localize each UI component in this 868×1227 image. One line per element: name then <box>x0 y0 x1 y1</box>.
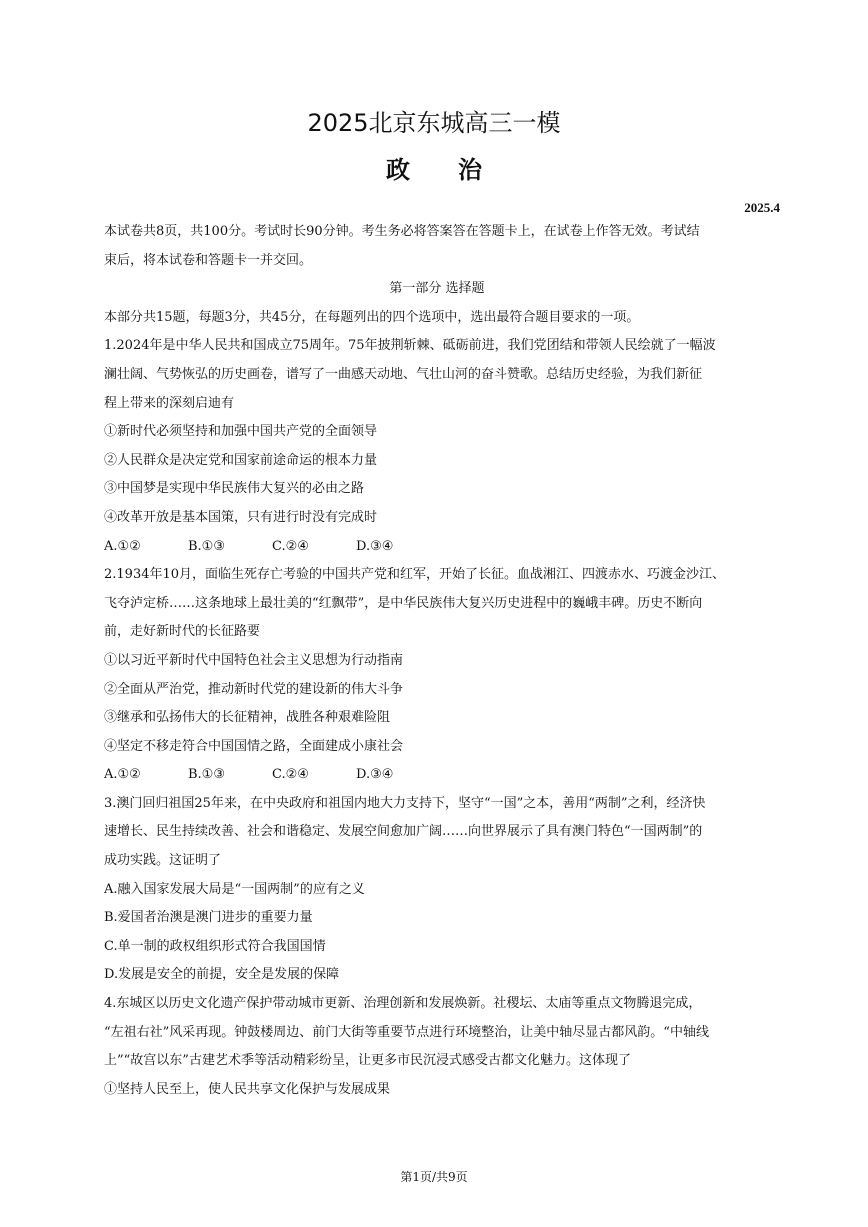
exam-title: 2025北京东城高三一模 <box>307 109 561 137</box>
q1-options <box>104 533 770 562</box>
q1-option-c: C.②④ <box>272 538 309 554</box>
intro-line: 本试卷共8页，共100分。考试时长90分钟。考生务必将答案答在答题卡上，在试卷上作答无效。考试结 <box>104 224 700 239</box>
q2-stem-line: 前，走好新时代的长征路要 <box>104 624 261 640</box>
q3-option-d: D.发展是安全的前提，安全是发展的保障 <box>104 967 340 983</box>
subject-title: 政 治 <box>386 156 482 184</box>
q2-item: ①以习近平新时代中国特色社会主义思想为行动指南 <box>104 652 404 668</box>
q1-option-a: A.①② <box>104 538 141 554</box>
part1-instruction: 本部分共15题，每题3分，共45分，在每题列出的四个选项中，选出最符合题目要求的一项。 <box>104 309 640 325</box>
q1-item: ④改革开放是基本国策，只有进行时没有完成时 <box>104 509 378 525</box>
page-footer: 第1页/共9页 <box>400 1170 468 1184</box>
exam-date: 2025.4 <box>744 200 780 215</box>
q2-option-d: D.③④ <box>356 767 394 783</box>
q2-options <box>104 761 770 790</box>
q2-item: ④坚定不移走符合中国国情之路，全面建成小康社会 <box>104 738 404 754</box>
q2-option-a: A.①② <box>104 767 141 783</box>
q1-item: ①新时代必须坚持和加强中国共产党的全面领导 <box>104 424 378 440</box>
q1-stem-line: 1.2024年是中华人民共和国成立75周年。75年披荆斩棘、砥砺前进，我们党团结和带领人民绘就了一幅波 <box>104 338 716 354</box>
q4-stem-line: 4.东城区以历史文化遗产保护带动城市更新、治理创新和发展焕新。社稷坛、太庙等重点文物腾退完成， <box>104 996 702 1012</box>
q2-option-c: C.②④ <box>272 767 309 783</box>
q4-item: ①坚持人民至上，使人民共享文化保护与发展成果 <box>104 1081 391 1097</box>
q1-item: ②人民群众是决定党和国家前途命运的根本力量 <box>104 452 378 468</box>
q1-stem-line: 澜壮阔、气势恢弘的历史画卷，谱写了一曲感天动地、气壮山河的奋斗赞歌。总结历史经验，为我们新征 <box>104 366 703 382</box>
exam-body <box>104 218 770 1104</box>
intro-line: 束后，将本试卷和答题卡一并交回。 <box>104 252 313 268</box>
q2-stem-line: 2.1934年10月，面临生死存亡考验的中国共产党和红军，开始了长征。血战湘江、四渡赤水、巧渡金沙江、 <box>104 567 726 583</box>
q1-option-d: D.③④ <box>356 538 394 554</box>
q3-option-a: A.融入国家发展大局是“一国两制”的应有之义 <box>104 881 365 897</box>
q3-stem-line: 3.澳门回归祖国25年来，在中央政府和祖国内地大力支持下，坚守“一国”之本，善用“两制”之利，经济快 <box>104 795 706 811</box>
q2-option-b: B.①③ <box>188 767 225 783</box>
q3-option-b: B.爱国者治澳是澳门进步的重要力量 <box>104 910 313 926</box>
q4-stem-line: 上”“故宫以东”古建艺术季等活动精彩纷呈，让更多市民沉浸式感受古都文化魅力。这体现了 <box>104 1053 631 1069</box>
q1-option-b: B.①③ <box>188 538 225 554</box>
q1-stem-line: 程上带来的深刻启迪有 <box>104 395 235 411</box>
q2-stem-line: 飞夺泸定桥……这条地球上最壮美的“红飘带”，是中华民族伟大复兴历史进程中的巍峨丰碑。历史不断向 <box>104 595 703 611</box>
q3-stem-line: 成功实践。这证明了 <box>104 853 222 869</box>
part1-heading: 第一部分 选择题 <box>389 281 485 297</box>
q3-stem-line: 速增长、民生持续改善、社会和谐稳定、发展空间愈加广阔……向世界展示了具有澳门特色“一国两制”的 <box>104 824 703 840</box>
q2-item: ②全面从严治党，推动新时代党的建设新的伟大斗争 <box>104 681 404 697</box>
q2-item: ③继承和弘扬伟大的长征精神，战胜各种艰难险阻 <box>104 710 391 726</box>
q1-item: ③中国梦是实现中华民族伟大复兴的必由之路 <box>104 481 365 497</box>
q3-option-c: C.单一制的政权组织形式符合我国国情 <box>104 938 326 954</box>
q4-stem-line: “左祖右社”风采再现。钟鼓楼周边、前门大街等重要节点进行环境整治，让美中轴尽显古都风韵。“中轴线 <box>104 1024 709 1040</box>
